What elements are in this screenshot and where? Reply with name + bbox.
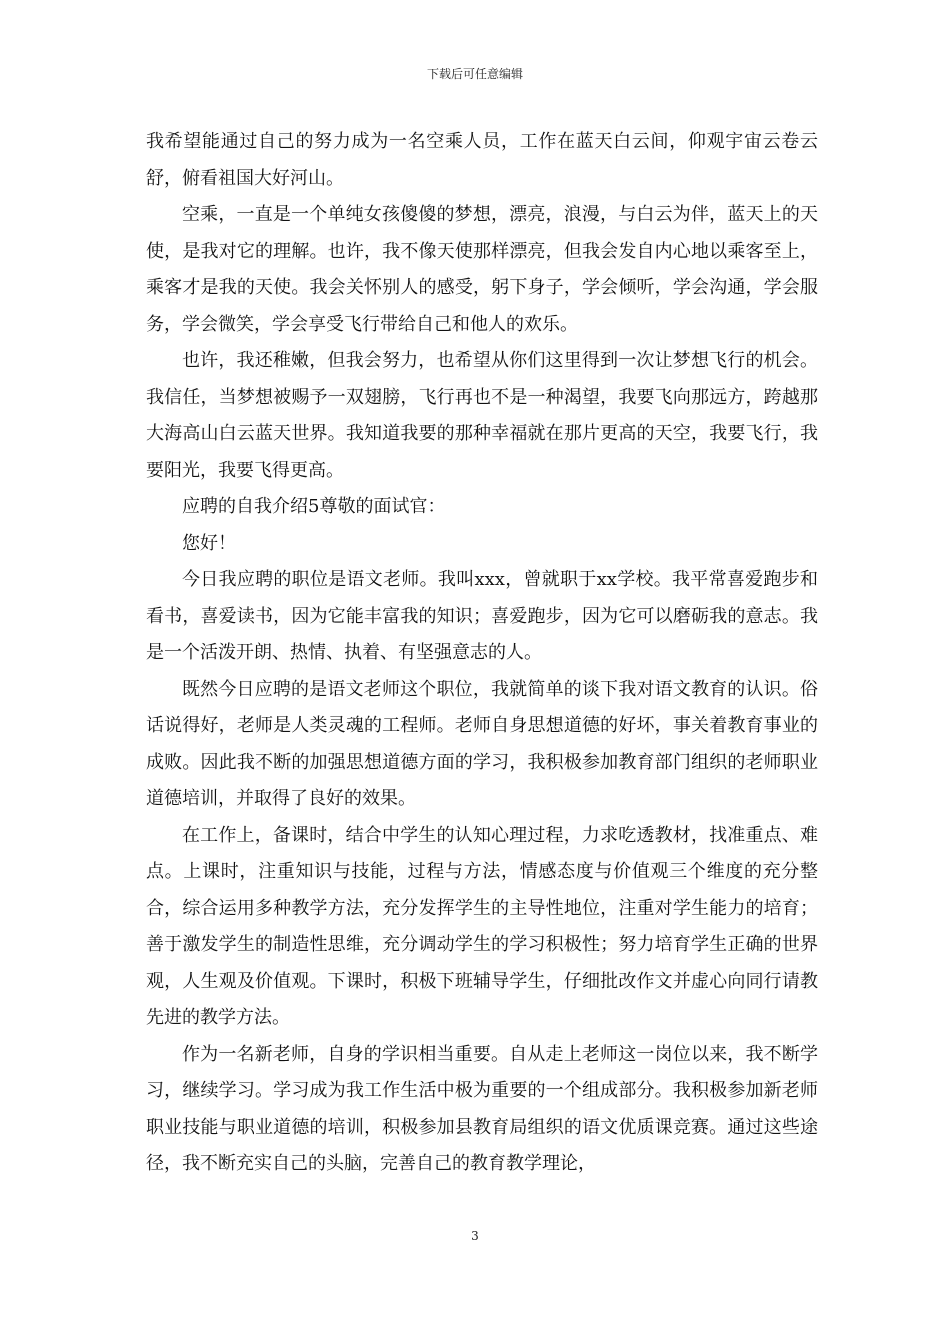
greeting: 您好！	[182, 532, 236, 554]
paragraph: 也许，我还稚嫩，但我会努力，也希望从你们这里得到一次让梦想飞行的机会。我信任，当梦想被赐予一双翅膀，飞行再也不是一种渴望，我要飞向那远方，跨越那大海高山白云蓝天世界。我知道我要的那种幸福就在那片更高的天空，我要飞行，我要阳光，我要飞得更高。	[146, 350, 818, 481]
document-body	[146, 124, 818, 1183]
page-number: 3	[471, 1229, 479, 1243]
paragraph: 我希望能通过自己的努力成为一名空乘人员，工作在蓝天白云间，仰观宇宙云卷云舒，俯看祖国大好河山。	[146, 131, 818, 189]
page-header: 下载后可任意编辑	[426, 67, 523, 81]
paragraph: 空乘，一直是一个单纯女孩傻傻的梦想，漂亮，浪漫，与白云为伴，蓝天上的天使，是我对它的理解。也许，我不像天使那样漂亮，但我会发自内心地以乘客至上，乘客才是我的天使。我会关怀别人的感受，躬下身子，学会倾听，学会沟通，学会服务，学会微笑，学会享受飞行带给自己和他人的欢乐。	[146, 204, 818, 335]
paragraph: 在工作上，备课时，结合中学生的认知心理过程，力求吃透教材，找准重点、难点。上课时，注重知识与技能，过程与方法，情感态度与价值观三个维度的充分整合，综合运用多种教学方法，充分发挥学生的主导性地位，注重对学生能力的培育；善于激发学生的制造性思维，充分调动学生的学习积极性；努力培育学生正确的世界观，人生观及价值观。下课时，积极下班辅导学生，仔细批改作文并虚心向同行请教先进的教学方法。	[146, 824, 818, 1028]
paragraph: 作为一名新老师，自身的学识相当重要。自从走上老师这一岗位以来，我不断学习，继续学习。学习成为我工作生活中极为重要的一个组成部分。我积极参加新老师职业技能与职业道德的培训，积极参加县教育局组织的语文优质课竞赛。通过这些途径，我不断充实自己的头脑，完善自己的教育教学理论，	[146, 1043, 818, 1174]
paragraph: 既然今日应聘的是语文老师这个职位，我就简单的谈下我对语文教育的认识。俗话说得好，老师是人类灵魂的工程师。老师自身思想道德的好坏，事关着教育事业的成败。因此我不断的加强思想道德方面的学习，我积极参加教育部门组织的老师职业道德培训，并取得了良好的效果。	[146, 678, 818, 809]
section-heading: 应聘的自我介绍5尊敬的面试官：	[182, 496, 446, 517]
paragraph: 今日我应聘的职位是语文老师。我叫xxx，曾就职于xx学校。我平常喜爱跑步和看书，喜爱读书，因为它能丰富我的知识；喜爱跑步，因为它可以磨砺我的意志。我是一个活泼开朗、热情、执着、有坚强意志的人。	[146, 569, 818, 663]
